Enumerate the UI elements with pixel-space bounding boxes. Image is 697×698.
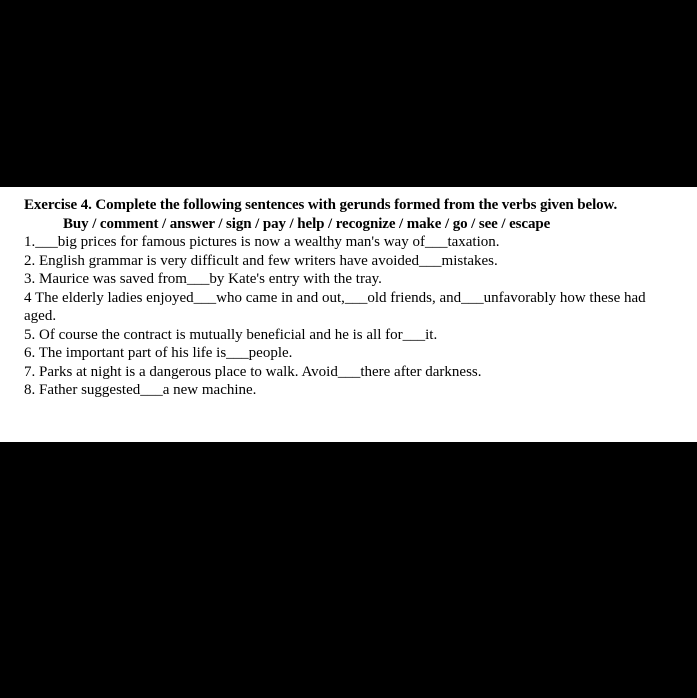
- sentence-8: 8. Father suggested___a new machine.: [24, 382, 257, 398]
- verb-list: Buy / comment / answer / sign / pay / help / recognize / make / go / see / escape: [63, 215, 551, 232]
- sentence-5: 5. Of course the contract is mutually beneficial and he is all for___it.: [24, 326, 438, 343]
- sentence-2: 2. English grammar is very difficult and few writers have avoided___mistakes.: [24, 252, 498, 269]
- sentence-6: 6. The important part of his life is___people.: [24, 345, 293, 361]
- sentence-4: 4 The elderly ladies enjoyed___who came in and out,___old friends, and___unfavorably how these had aged.: [24, 289, 650, 324]
- exercise-heading: Exercise 4. Complete the following sentences with gerunds formed from the verbs given below.: [24, 197, 618, 213]
- sentence-3: 3. Maurice was saved from___by Kate's entry with the tray.: [24, 271, 382, 287]
- sentence-1: 1.___big prices for famous pictures is now a wealthy man's way of___taxation.: [24, 234, 500, 250]
- sentence-7: 7. Parks at night is a dangerous place to walk. Avoid___there after darkness.: [24, 363, 482, 380]
- exercise-sheet: [0, 187, 697, 442]
